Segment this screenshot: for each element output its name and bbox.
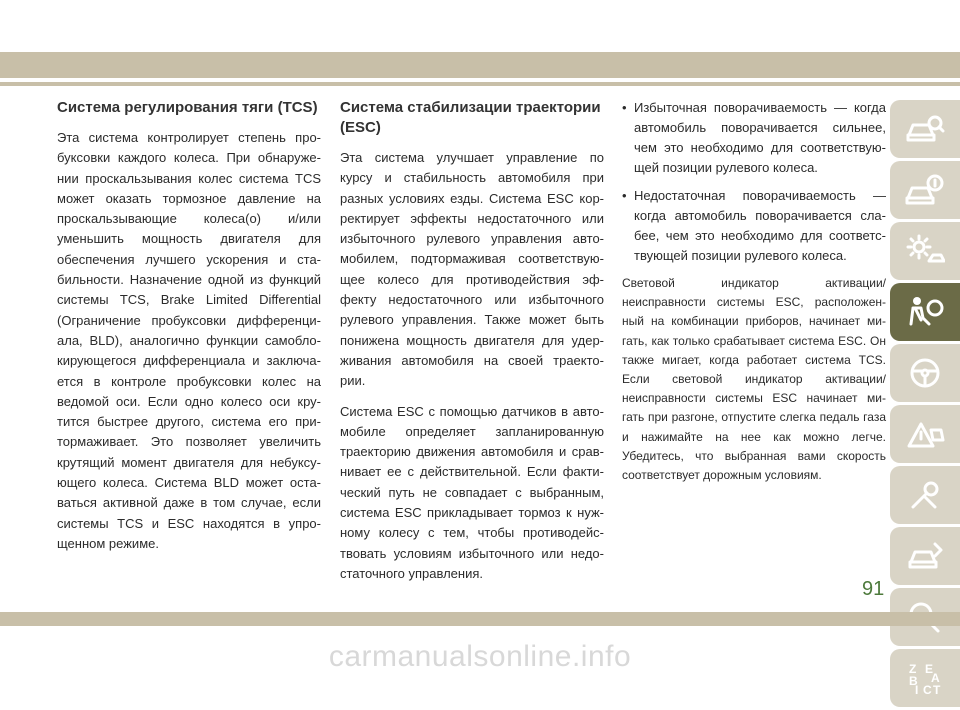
bullet-oversteer: • Избыточная поворачиваемость — когда автомобиль поворачивается сильнее, чем это необходимо для соответствую- щей позиции рулевого колеса.	[622, 98, 886, 178]
tab-car-info[interactable]	[890, 161, 960, 219]
steering-bullets	[622, 98, 886, 266]
tab-sun-light[interactable]	[890, 222, 960, 280]
tcs-paragraph: Эта система контролирует степень про- буксовки каждого колеса. При обнаруже- нии проскальзывания колес система TCS может оказать тормозное давление на проскальзывающие колеса(о) и/или уменьшить мощность двигателя для обеспечения лучшего ускорения и ста- бильности. Назначение одной из функций системы TCS, Brake Limited Differential (Ограничение пробуксовки дифференци- ала, BLD), аналогично функции самобло- кирующегося дифференциала и заключа- ется в контроле пробуксовки колес на ведомой оси. Если одно колесо оси кру- тится быстрее другого, система его при- тормаживает. Это позволяет увеличить крутящий момент двигателя для небуксу- ющего колеса. Система BLD может оста- ваться активной даже в том случае, если системы TCS и ESC находятся в упро- щенном режиме.	[57, 130, 321, 551]
watermark: carmanualsonline.info	[328, 640, 632, 673]
sun-light-icon	[905, 233, 945, 269]
esc-paragraph-1: Эта система улучшает управление по курсу и стабильность автомобиля при разных условиях езды. Система ESC кор- ректирует эффекты недостаточного или избыточного рулевого управления авто- мобилем, подтормаживая соответствую- щее колесо для противодействия эф- фекту недостаточного или избыточного рулевого управления. Также может быть понижена мощность двигателя для удер- живания автомобиля на своей траекто- рии.	[340, 150, 604, 389]
bottom-decorative-band	[0, 612, 960, 626]
svg-text:C: C	[923, 683, 932, 696]
column-esc-continued	[622, 98, 886, 495]
column-esc	[340, 98, 604, 594]
top-decorative-line	[0, 82, 960, 86]
svg-text:I: I	[915, 683, 919, 696]
page-number: 91	[862, 578, 885, 600]
column-tcs	[57, 98, 321, 564]
tab-seatbelt-airbag[interactable]	[890, 283, 960, 341]
esc-paragraph-2: Система ESC с помощью датчиков в авто- мобиле определяет запланированную траекторию движения автомобиля и срав- нивает ее с действительной. Если факти- ческий путь не совпадает с выбранным, система ESC прикладывает тормоз к нуж- ному колесу с тем, чтобы противодейс- твовать условиям избыточного или недо- статочного управления.	[340, 403, 604, 581]
esc-indicator-paragraph: Световой индикатор активации/ неисправности системы ESC, расположен- ный на комбинации приборов, начинает ми- гать, как только срабатывает система ESC. Он также мигает, когда работает система TCS. Если световой индикатор активации/ неисправности системы ESC начинает ми- гать при разгоне, отпустите слегка педаль газа и нажимайте на нее как можно легче. Убедитесь, что выбранная вами скорость соответствует дорожным условиям.	[622, 276, 886, 483]
svg-text:T: T	[933, 683, 941, 696]
esc-heading: Система стабилизации траектории (ESC)	[340, 99, 601, 136]
tab-steering-wheel[interactable]	[890, 344, 960, 402]
wrench-car-icon	[905, 538, 945, 574]
car-info-icon	[905, 172, 945, 208]
top-decorative-band	[0, 52, 960, 78]
seatbelt-airbag-icon	[905, 294, 945, 330]
svg-text:Z: Z	[909, 662, 917, 676]
tcs-heading: Система регулирования тяги (TCS)	[57, 99, 318, 116]
tab-warning[interactable]	[890, 405, 960, 463]
svg-text:B: B	[909, 674, 918, 688]
tools-icon	[905, 477, 945, 513]
warning-triangle-icon	[905, 416, 945, 452]
bullet-understeer: • Недостаточная поворачиваемость — когда автомобиль поворачивается сла- бее, чем это необходимо для соответс- твующей позиции рулевого колеса.	[622, 186, 886, 266]
svg-text:A: A	[931, 671, 940, 685]
steering-wheel-icon	[905, 355, 945, 391]
tab-car-magnifier[interactable]	[890, 100, 960, 158]
tab-tools[interactable]	[890, 466, 960, 524]
car-magnifier-icon	[905, 111, 945, 147]
svg-text:E: E	[925, 662, 934, 676]
tab-wrench-car[interactable]	[890, 527, 960, 585]
